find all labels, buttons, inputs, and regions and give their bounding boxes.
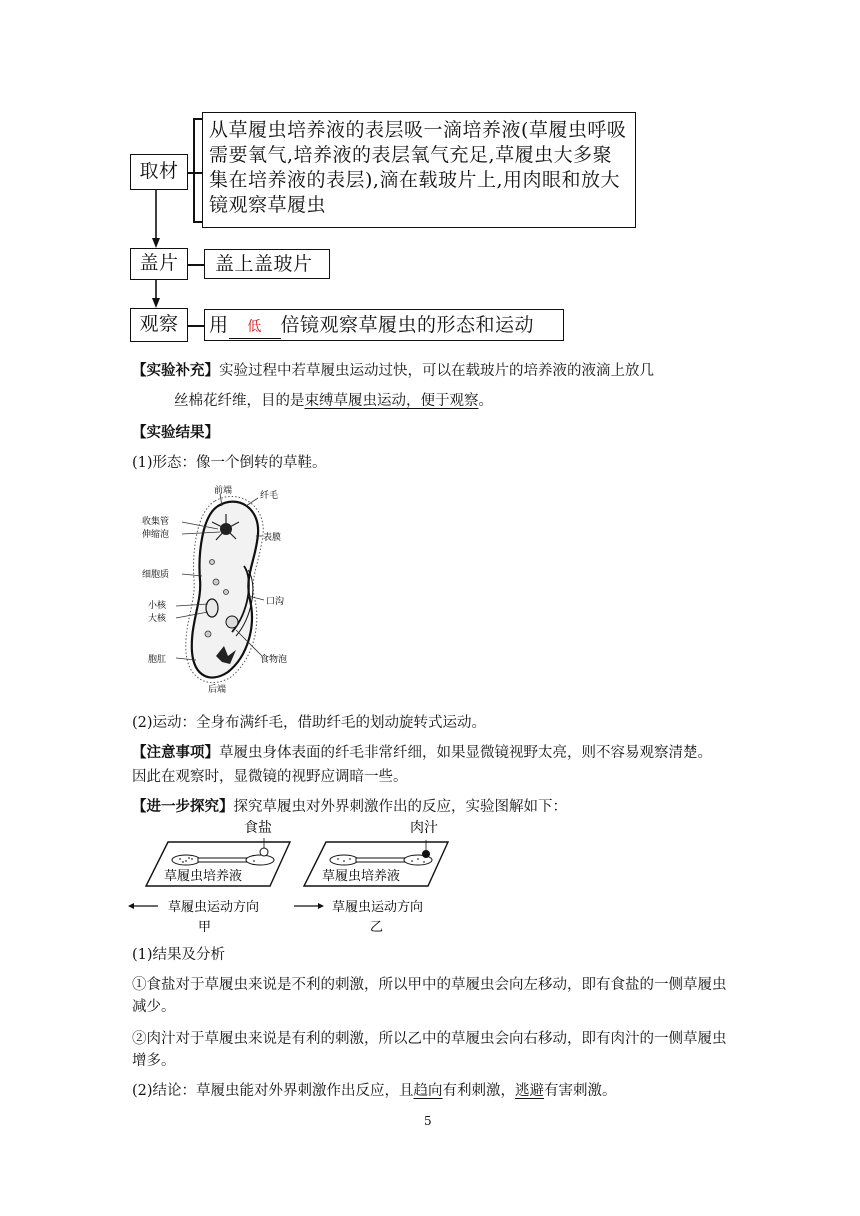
- label-juice: 肉汁: [410, 820, 438, 836]
- label-a: 甲: [198, 920, 212, 935]
- analysis-p1: ①食盐对于草履虫来说是不利的刺激，所以甲中的草履虫会向左移动，即有食盐的一侧草履虫减少。: [132, 977, 727, 1015]
- conclusion-b: 趋向: [413, 1083, 443, 1099]
- step1-label-text: 取材: [139, 160, 179, 182]
- food-vacuole-1: [226, 616, 238, 628]
- salt-grain: [260, 848, 268, 856]
- label-micronucleus: 小核: [148, 601, 167, 611]
- step3-prefix: 用: [209, 314, 229, 336]
- label-front: 前端: [214, 486, 233, 496]
- connector-3: [188, 325, 204, 327]
- step1-label: [130, 154, 188, 190]
- conclusion-a: (2)结论：草履虫能对外界刺激作出反应，且: [132, 1083, 414, 1099]
- step2-text: 盖上盖玻片: [215, 253, 313, 275]
- juice-drop: [422, 850, 430, 858]
- step1-text: 从草履虫培养液的表层吸一滴培养液(草履虫呼吸需要氧气,培养液的表层氧气充足,草履虫大多聚集在培养液的表层),滴在载玻片上,用肉眼和放大镜观察草履虫: [209, 119, 627, 216]
- label-direction-b: 草履虫运动方向: [332, 900, 424, 915]
- macronucleus-shape: [206, 599, 218, 617]
- label-membrane: 表膜: [263, 533, 282, 543]
- analysis-title: (1)结果及分析: [132, 947, 226, 963]
- step1-box: [202, 112, 636, 228]
- supplement-label: 【实验补充】: [132, 362, 219, 379]
- result-label: 【实验结果】: [132, 424, 219, 441]
- label-food-vacuole: 食物泡: [260, 655, 288, 665]
- label-macronucleus: 大核: [148, 614, 167, 624]
- label-contractile-vacuole: 伸缩泡: [142, 530, 170, 540]
- connector-1a: [188, 172, 202, 174]
- label-culture-b: 草履虫培养液: [322, 869, 401, 884]
- step2-box: [204, 249, 330, 279]
- step3-label-text: 观察: [139, 313, 179, 335]
- step3-suffix: 倍镜观察草履虫的形态和运动: [280, 314, 535, 336]
- notice-line1: [132, 742, 712, 764]
- step2-label: [130, 248, 188, 280]
- notice-text1: 草履虫身体表面的纤毛非常纤细，如果显微镜视野太亮，则不容易观察清楚。: [219, 745, 712, 761]
- label-collecting-tube: 收集管: [142, 517, 170, 527]
- page-number: 5: [424, 1114, 432, 1128]
- analysis-p2: ②肉汁对于草履虫来说是有利的刺激，所以乙中的草履虫会向右移动，即有肉汁的一侧草履虫增多。: [132, 1031, 727, 1069]
- drop-a-right: [246, 855, 274, 865]
- label-oral-groove: 口沟: [266, 597, 285, 607]
- label-culture-a: 草履虫培养液: [164, 869, 243, 884]
- step3-blank: 低: [229, 316, 281, 339]
- arrow-down-1: [150, 190, 164, 250]
- bracket-1: [193, 118, 195, 222]
- bracket-1-top: [193, 118, 202, 120]
- result-heading: [132, 422, 219, 444]
- arrow-down-2: [150, 280, 164, 310]
- conclusion-e: 有害刺激。: [544, 1083, 617, 1099]
- paramecium-figure: [136, 484, 326, 698]
- arrow-right-head: [318, 903, 324, 909]
- label-cilia: 纤毛: [260, 491, 279, 501]
- label-direction-a: 草履虫运动方向: [168, 900, 260, 915]
- step3-label: [130, 308, 188, 342]
- label-rear: 后端: [208, 685, 227, 695]
- supplement-line1: [132, 360, 654, 382]
- conclusion-c: 有利刺激，: [442, 1083, 516, 1099]
- conclusion-d: 逃避: [515, 1083, 545, 1099]
- further-text: 探究草履虫对外界刺激作出的反应，实验图解如下：: [233, 799, 567, 815]
- drop-b-left: [330, 855, 358, 865]
- supplement-line2: [174, 390, 493, 412]
- bracket-1-bottom: [193, 221, 202, 223]
- label-b: 乙: [370, 920, 384, 935]
- step2-label-text: 盖片: [139, 252, 179, 274]
- supplement-text2a: 丝棉花纤维，目的是: [174, 393, 305, 409]
- label-anal-pore: 胞肛: [148, 655, 167, 665]
- supplement-answer: 束缚草履虫运动，便于观察: [304, 393, 479, 409]
- further-label: 【进一步探究】: [132, 798, 234, 815]
- result-motion: (2)运动：全身布满纤毛，借助纤毛的划动旋转式运动。: [132, 715, 487, 731]
- supplement-text2c: 。: [478, 393, 493, 409]
- label-salt: 食盐: [244, 820, 272, 836]
- result-shape: (1)形态：像一个倒转的草鞋。: [132, 455, 327, 471]
- experiment-diagram: [126, 818, 466, 936]
- supplement-text1: 实验过程中若草履虫运动过快，可以在载玻片的培养液的液滴上放几: [219, 363, 654, 379]
- step3-box: [204, 309, 564, 341]
- drop-a-left: [172, 855, 200, 865]
- connector-2: [188, 264, 204, 266]
- arrow-left-head: [128, 903, 134, 909]
- notice-line2: 因此在观察时，显微镜的视野应调暗一些。: [132, 769, 408, 785]
- notice-label: 【注意事项】: [132, 744, 219, 761]
- conclusion: [132, 1080, 617, 1102]
- label-cytoplasm: 细胞质: [142, 570, 170, 580]
- further-line: [132, 796, 567, 818]
